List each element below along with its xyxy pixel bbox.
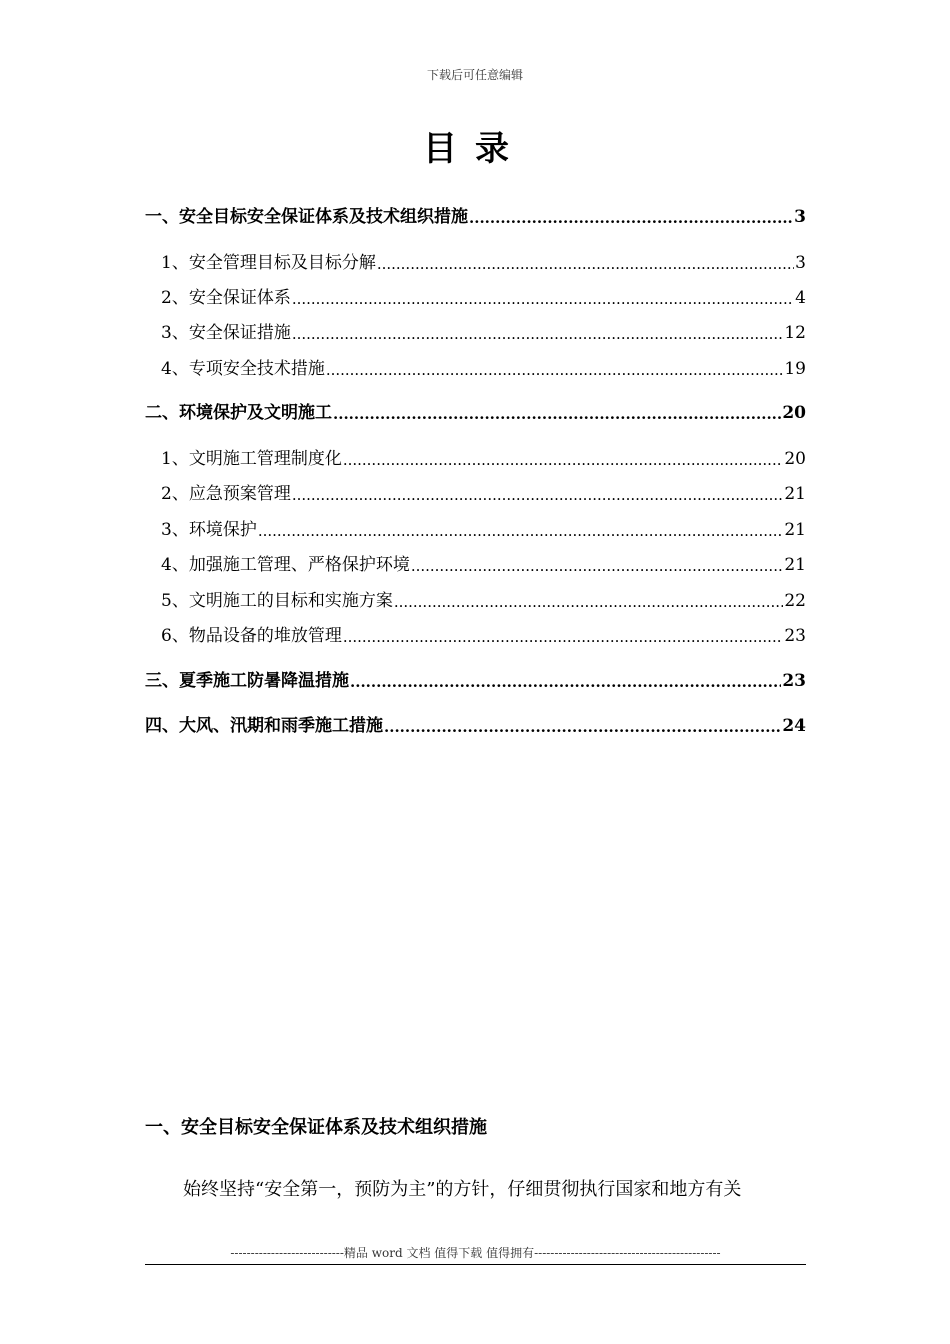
toc-entry-label: 1、安全管理目标及目标分解: [161, 253, 376, 273]
toc-entry-label: 1、文明施工管理制度化: [161, 449, 342, 469]
toc-entry-section-2-4[interactable]: [161, 552, 806, 576]
toc-entry-label: 4、加强施工管理、严格保护环境: [161, 555, 410, 575]
toc-entry-page: 4: [795, 288, 806, 308]
toc-dot-leader: [384, 717, 781, 737]
section-heading: 一、安全目标安全保证体系及技术组织措施: [145, 1117, 487, 1138]
toc-entry-section-1[interactable]: [145, 204, 806, 228]
toc-entry-label: 三、夏季施工防暑降温措施: [145, 671, 349, 691]
toc-entry-label: 四、大风、汛期和雨季施工措施: [145, 716, 383, 736]
toc-entry-page: 3: [795, 253, 806, 273]
toc-dot-leader: [377, 254, 794, 274]
toc-dot-leader: [350, 672, 781, 692]
toc-dot-leader: [292, 324, 784, 344]
page-header: 下载后可任意编辑: [426, 68, 523, 82]
toc-entry-section-1-2[interactable]: [161, 285, 806, 309]
toc-entry-page: 23: [782, 671, 806, 691]
toc-entry-label: 一、安全目标安全保证体系及技术组织措施: [145, 207, 468, 227]
toc-entry-page: 22: [784, 591, 806, 611]
toc-entry-page: 12: [784, 323, 806, 343]
toc-entry-section-2-3[interactable]: [161, 517, 806, 541]
toc-dot-leader: [469, 208, 793, 228]
toc-title: 目录: [423, 129, 527, 169]
toc-entry-section-1-4[interactable]: [161, 356, 806, 380]
toc-entry-label: 3、环境保护: [161, 520, 257, 540]
toc-entry-section-2-6[interactable]: [161, 623, 806, 647]
toc-entry-page: 23: [784, 626, 806, 646]
toc-entry-label: 2、安全保证体系: [161, 288, 291, 308]
toc-dot-leader: [343, 450, 784, 470]
toc-entry-page: 24: [782, 716, 806, 736]
toc-entry-section-2-5[interactable]: [161, 588, 806, 612]
toc-entry-section-4[interactable]: [145, 713, 806, 737]
toc-dot-leader: [394, 592, 784, 612]
toc-entry-page: 21: [784, 520, 806, 540]
toc-entry-page: 20: [782, 403, 806, 423]
toc-entry-section-1-1[interactable]: [161, 250, 806, 274]
toc-dot-leader: [326, 360, 784, 380]
toc-entry-label: 3、安全保证措施: [161, 323, 291, 343]
toc-entry-page: 21: [784, 484, 806, 504]
toc-entry-label: 6、物品设备的堆放管理: [161, 626, 342, 646]
toc-entry-section-3[interactable]: [145, 668, 806, 692]
toc-entry-label: 2、应急预案管理: [161, 484, 291, 504]
toc-entry-page: 3: [794, 207, 806, 227]
toc-entry-section-2-2[interactable]: [161, 481, 806, 505]
toc-entry-page: 19: [784, 359, 806, 379]
toc-entry-page: 20: [784, 449, 806, 469]
page-footer: ----------------------------精品 word 文档 值得下载 值得拥有----------------------------------------------: [145, 1244, 806, 1265]
toc-entry-label: 二、环境保护及文明施工: [145, 403, 332, 423]
toc-entry-label: 4、专项安全技术措施: [161, 359, 325, 379]
toc-entry-section-2[interactable]: [145, 400, 806, 424]
toc-dot-leader: [343, 627, 784, 647]
toc-entry-label: 5、文明施工的目标和实施方案: [161, 591, 393, 611]
toc-entry-section-1-3[interactable]: [161, 320, 806, 344]
toc-dot-leader: [292, 289, 794, 309]
toc-dot-leader: [411, 556, 784, 576]
toc-dot-leader: [258, 521, 784, 541]
toc-dot-leader: [333, 404, 781, 424]
toc-entry-section-2-1[interactable]: [161, 446, 806, 470]
body-paragraph: 始终坚持“安全第一，预防为主”的方针，仔细贯彻执行国家和地方有关: [183, 1179, 742, 1200]
toc-dot-leader: [292, 485, 784, 505]
toc-entry-page: 21: [784, 555, 806, 575]
